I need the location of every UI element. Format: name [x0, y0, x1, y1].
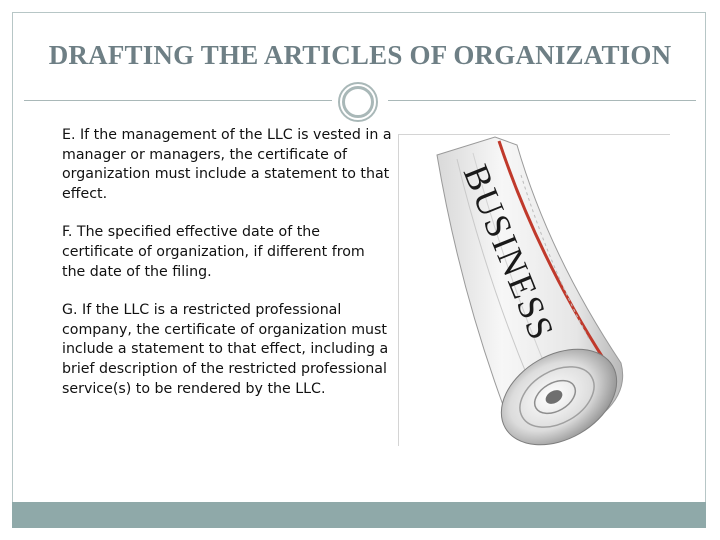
newspaper-image [398, 134, 670, 446]
title-divider-left [24, 100, 332, 101]
title-divider-right [388, 100, 696, 101]
paragraph-f: F. The specified effective date of the certificate of organization, if different from the date of the filing. [62, 224, 365, 280]
slide-body [62, 126, 392, 418]
circle-ornament-icon [336, 80, 380, 124]
paragraph-e: E. If the management of the LLC is vested in a manager or managers, the certificate of organization must include a statement to that effect. [62, 127, 392, 202]
rolled-newspaper-icon [399, 135, 671, 447]
newspaper-masthead: BUSINESS [455, 159, 563, 347]
footer-bar [12, 502, 706, 528]
slide-title: DRAFTING THE ARTICLES OF ORGANIZATION [48, 40, 672, 70]
paragraph-g: G. If the LLC is a restricted professional company, the certificate of organization must include a statement to that effect, including a brief description of the restricted professional service(s) to be rendered by the LLC. [62, 302, 389, 397]
